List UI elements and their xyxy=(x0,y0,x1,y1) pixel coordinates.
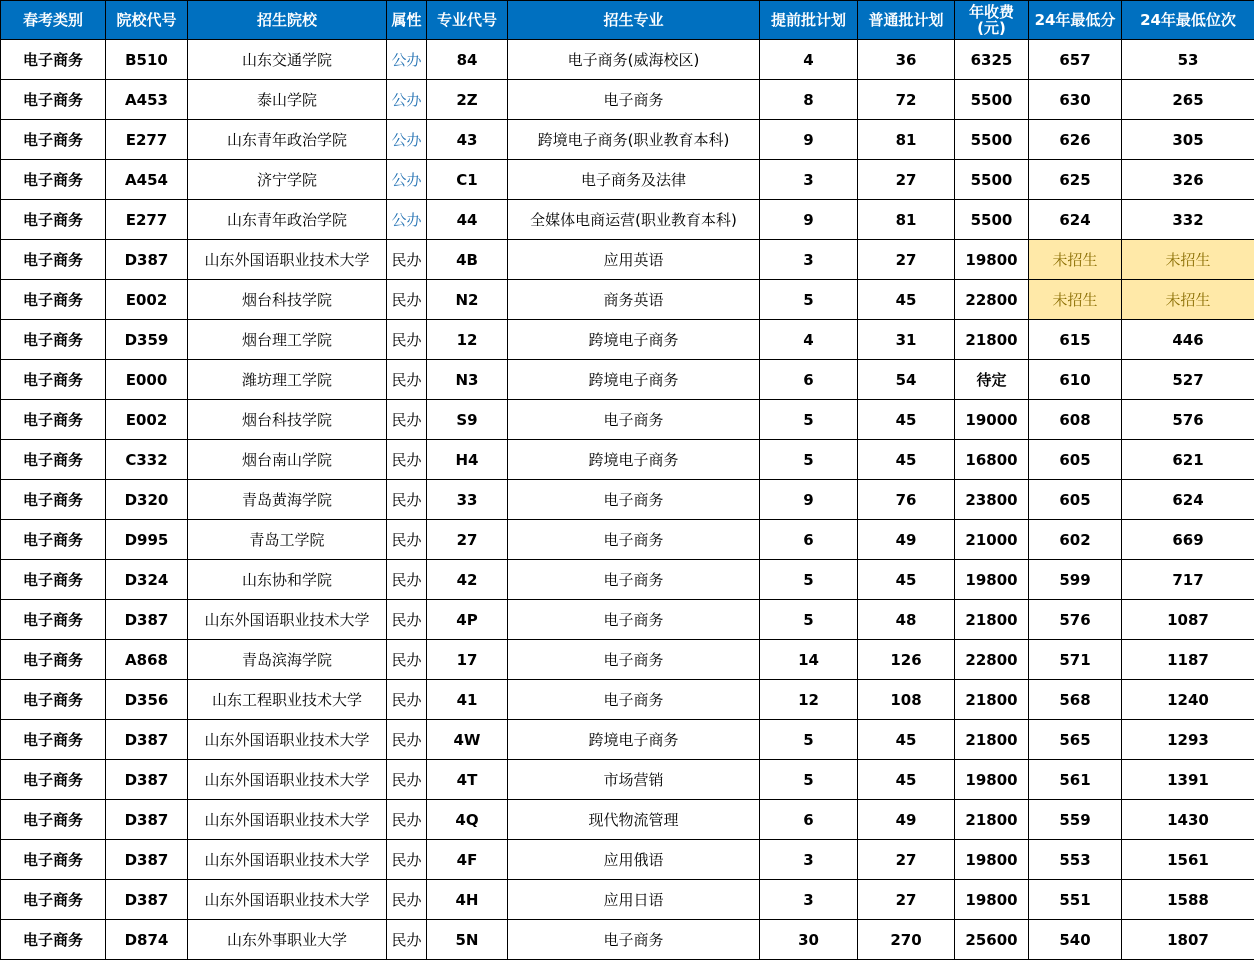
table-row xyxy=(1,320,1254,360)
cell-school-name: 烟台科技学院 xyxy=(188,400,387,440)
cell-early-plan: 4 xyxy=(760,40,858,80)
cell-major-code: 4F xyxy=(427,840,508,880)
cell-min-rank-2024: 1240 xyxy=(1122,680,1254,720)
cell-early-plan: 5 xyxy=(760,280,858,320)
cell-early-plan: 3 xyxy=(760,880,858,920)
cell-annual-fee: 21800 xyxy=(955,720,1029,760)
cell-major-code: 4Q xyxy=(427,800,508,840)
cell-ownership: 民办 xyxy=(387,280,427,320)
cell-regular-plan: 27 xyxy=(858,160,955,200)
cell-ownership: 公办 xyxy=(387,200,427,240)
cell-major-code: 4B xyxy=(427,240,508,280)
cell-early-plan: 14 xyxy=(760,640,858,680)
cell-min-score-2024: 610 xyxy=(1029,360,1122,400)
cell-min-score-2024: 599 xyxy=(1029,560,1122,600)
cell-regular-plan: 45 xyxy=(858,400,955,440)
cell-min-rank-2024: 1391 xyxy=(1122,760,1254,800)
cell-min-score-2024: 559 xyxy=(1029,800,1122,840)
cell-min-rank-2024: 1430 xyxy=(1122,800,1254,840)
cell-min-score-2024: 625 xyxy=(1029,160,1122,200)
table-row xyxy=(1,200,1254,240)
cell-early-plan: 3 xyxy=(760,840,858,880)
cell-min-score-2024: 551 xyxy=(1029,880,1122,920)
header-major-code: 专业代号 xyxy=(427,1,508,40)
cell-early-plan: 12 xyxy=(760,680,858,720)
cell-ownership: 民办 xyxy=(387,880,427,920)
cell-early-plan: 9 xyxy=(760,120,858,160)
cell-annual-fee: 5500 xyxy=(955,80,1029,120)
cell-min-score-2024: 576 xyxy=(1029,600,1122,640)
cell-category: 电子商务 xyxy=(1,160,106,200)
cell-category: 电子商务 xyxy=(1,240,106,280)
cell-category: 电子商务 xyxy=(1,760,106,800)
cell-school-code: D359 xyxy=(106,320,188,360)
cell-min-rank-2024: 305 xyxy=(1122,120,1254,160)
cell-school-name: 山东协和学院 xyxy=(188,560,387,600)
cell-school-name: 山东外国语职业技术大学 xyxy=(188,840,387,880)
cell-category: 电子商务 xyxy=(1,920,106,960)
header-school-code: 院校代号 xyxy=(106,1,188,40)
cell-regular-plan: 45 xyxy=(858,560,955,600)
cell-major-name: 电子商务(威海校区) xyxy=(508,40,760,80)
cell-major-code: 4W xyxy=(427,720,508,760)
cell-min-rank-2024: 332 xyxy=(1122,200,1254,240)
table-header xyxy=(1,1,1254,40)
cell-category: 电子商务 xyxy=(1,400,106,440)
cell-school-code: D387 xyxy=(106,840,188,880)
cell-category: 电子商务 xyxy=(1,880,106,920)
cell-school-name: 山东外国语职业技术大学 xyxy=(188,240,387,280)
cell-category: 电子商务 xyxy=(1,440,106,480)
cell-school-name: 山东外国语职业技术大学 xyxy=(188,800,387,840)
cell-major-name: 电子商务 xyxy=(508,520,760,560)
cell-min-score-2024: 657 xyxy=(1029,40,1122,80)
cell-school-name: 潍坊理工学院 xyxy=(188,360,387,400)
table-row xyxy=(1,160,1254,200)
cell-annual-fee: 19800 xyxy=(955,560,1029,600)
cell-school-code: D874 xyxy=(106,920,188,960)
cell-category: 电子商务 xyxy=(1,200,106,240)
cell-min-rank-2024: 326 xyxy=(1122,160,1254,200)
cell-major-code: 4P xyxy=(427,600,508,640)
cell-major-code: 42 xyxy=(427,560,508,600)
cell-school-code: D387 xyxy=(106,240,188,280)
cell-ownership: 民办 xyxy=(387,600,427,640)
cell-school-code: E000 xyxy=(106,360,188,400)
cell-early-plan: 4 xyxy=(760,320,858,360)
header-early-plan: 提前批计划 xyxy=(760,1,858,40)
cell-category: 电子商务 xyxy=(1,120,106,160)
cell-annual-fee: 16800 xyxy=(955,440,1029,480)
cell-category: 电子商务 xyxy=(1,360,106,400)
cell-school-name: 烟台理工学院 xyxy=(188,320,387,360)
cell-major-name: 跨境电子商务 xyxy=(508,720,760,760)
cell-min-rank-2024: 527 xyxy=(1122,360,1254,400)
cell-school-code: D995 xyxy=(106,520,188,560)
cell-early-plan: 5 xyxy=(760,600,858,640)
cell-ownership: 民办 xyxy=(387,920,427,960)
cell-regular-plan: 36 xyxy=(858,40,955,80)
cell-min-rank-2024: 1807 xyxy=(1122,920,1254,960)
cell-early-plan: 3 xyxy=(760,160,858,200)
cell-min-rank-2024: 未招生 xyxy=(1122,240,1254,280)
cell-major-code: 4T xyxy=(427,760,508,800)
cell-major-code: N2 xyxy=(427,280,508,320)
cell-early-plan: 5 xyxy=(760,560,858,600)
cell-regular-plan: 126 xyxy=(858,640,955,680)
cell-min-rank-2024: 1588 xyxy=(1122,880,1254,920)
cell-category: 电子商务 xyxy=(1,800,106,840)
cell-ownership: 民办 xyxy=(387,360,427,400)
cell-major-code: 27 xyxy=(427,520,508,560)
cell-school-code: C332 xyxy=(106,440,188,480)
cell-early-plan: 6 xyxy=(760,360,858,400)
cell-major-name: 跨境电子商务 xyxy=(508,440,760,480)
cell-regular-plan: 81 xyxy=(858,200,955,240)
cell-major-code: 43 xyxy=(427,120,508,160)
cell-min-score-2024: 605 xyxy=(1029,440,1122,480)
cell-annual-fee: 21800 xyxy=(955,600,1029,640)
table-row xyxy=(1,40,1254,80)
cell-min-rank-2024: 576 xyxy=(1122,400,1254,440)
cell-school-name: 山东外国语职业技术大学 xyxy=(188,880,387,920)
cell-ownership: 民办 xyxy=(387,760,427,800)
cell-min-score-2024: 630 xyxy=(1029,80,1122,120)
cell-major-name: 跨境电子商务(职业教育本科) xyxy=(508,120,760,160)
cell-early-plan: 30 xyxy=(760,920,858,960)
cell-min-rank-2024: 53 xyxy=(1122,40,1254,80)
cell-school-code: E277 xyxy=(106,120,188,160)
cell-ownership: 民办 xyxy=(387,480,427,520)
cell-ownership: 民办 xyxy=(387,320,427,360)
cell-regular-plan: 76 xyxy=(858,480,955,520)
cell-early-plan: 8 xyxy=(760,80,858,120)
cell-min-score-2024: 624 xyxy=(1029,200,1122,240)
cell-category: 电子商务 xyxy=(1,640,106,680)
cell-annual-fee: 19800 xyxy=(955,760,1029,800)
cell-major-code: 2Z xyxy=(427,80,508,120)
cell-category: 电子商务 xyxy=(1,840,106,880)
cell-min-rank-2024: 1187 xyxy=(1122,640,1254,680)
cell-school-name: 山东交通学院 xyxy=(188,40,387,80)
cell-school-code: D387 xyxy=(106,800,188,840)
cell-school-code: A454 xyxy=(106,160,188,200)
cell-school-code: D320 xyxy=(106,480,188,520)
cell-annual-fee: 21000 xyxy=(955,520,1029,560)
cell-ownership: 民办 xyxy=(387,440,427,480)
cell-major-code: 5N xyxy=(427,920,508,960)
cell-major-code: 84 xyxy=(427,40,508,80)
table-row xyxy=(1,360,1254,400)
cell-early-plan: 9 xyxy=(760,200,858,240)
cell-min-score-2024: 568 xyxy=(1029,680,1122,720)
cell-major-code: H4 xyxy=(427,440,508,480)
cell-major-code: 4H xyxy=(427,880,508,920)
cell-regular-plan: 270 xyxy=(858,920,955,960)
cell-major-code: 33 xyxy=(427,480,508,520)
cell-early-plan: 5 xyxy=(760,400,858,440)
cell-major-name: 跨境电子商务 xyxy=(508,360,760,400)
table-row xyxy=(1,240,1254,280)
cell-school-name: 山东外国语职业技术大学 xyxy=(188,760,387,800)
cell-school-code: D387 xyxy=(106,760,188,800)
cell-category: 电子商务 xyxy=(1,320,106,360)
cell-major-name: 现代物流管理 xyxy=(508,800,760,840)
cell-min-score-2024: 615 xyxy=(1029,320,1122,360)
table-row xyxy=(1,400,1254,440)
cell-school-code: D387 xyxy=(106,880,188,920)
cell-school-code: D356 xyxy=(106,680,188,720)
cell-school-name: 山东外国语职业技术大学 xyxy=(188,600,387,640)
cell-school-name: 烟台科技学院 xyxy=(188,280,387,320)
cell-category: 电子商务 xyxy=(1,720,106,760)
cell-major-code: N3 xyxy=(427,360,508,400)
cell-ownership: 公办 xyxy=(387,40,427,80)
cell-category: 电子商务 xyxy=(1,520,106,560)
cell-regular-plan: 27 xyxy=(858,840,955,880)
cell-annual-fee: 5500 xyxy=(955,160,1029,200)
cell-annual-fee: 5500 xyxy=(955,120,1029,160)
cell-early-plan: 6 xyxy=(760,520,858,560)
cell-major-code: C1 xyxy=(427,160,508,200)
cell-ownership: 民办 xyxy=(387,560,427,600)
cell-min-rank-2024: 717 xyxy=(1122,560,1254,600)
cell-ownership: 民办 xyxy=(387,400,427,440)
cell-annual-fee: 待定 xyxy=(955,360,1029,400)
cell-school-code: B510 xyxy=(106,40,188,80)
cell-school-code: D387 xyxy=(106,720,188,760)
cell-school-name: 山东工程职业技术大学 xyxy=(188,680,387,720)
cell-category: 电子商务 xyxy=(1,600,106,640)
cell-regular-plan: 27 xyxy=(858,240,955,280)
cell-major-name: 应用英语 xyxy=(508,240,760,280)
cell-major-code: 44 xyxy=(427,200,508,240)
cell-regular-plan: 45 xyxy=(858,760,955,800)
cell-category: 电子商务 xyxy=(1,40,106,80)
cell-regular-plan: 108 xyxy=(858,680,955,720)
cell-min-rank-2024: 未招生 xyxy=(1122,280,1254,320)
cell-annual-fee: 6325 xyxy=(955,40,1029,80)
table-row xyxy=(1,280,1254,320)
cell-major-name: 电子商务及法律 xyxy=(508,160,760,200)
cell-min-score-2024: 553 xyxy=(1029,840,1122,880)
cell-school-name: 山东青年政治学院 xyxy=(188,200,387,240)
cell-min-rank-2024: 265 xyxy=(1122,80,1254,120)
cell-ownership: 民办 xyxy=(387,840,427,880)
cell-major-code: S9 xyxy=(427,400,508,440)
cell-ownership: 公办 xyxy=(387,80,427,120)
cell-annual-fee: 21800 xyxy=(955,320,1029,360)
cell-min-score-2024: 未招生 xyxy=(1029,280,1122,320)
cell-min-score-2024: 602 xyxy=(1029,520,1122,560)
cell-major-name: 商务英语 xyxy=(508,280,760,320)
table-row xyxy=(1,840,1254,880)
cell-min-score-2024: 540 xyxy=(1029,920,1122,960)
cell-major-name: 电子商务 xyxy=(508,560,760,600)
cell-regular-plan: 27 xyxy=(858,880,955,920)
cell-min-score-2024: 626 xyxy=(1029,120,1122,160)
cell-annual-fee: 19800 xyxy=(955,880,1029,920)
cell-school-name: 山东青年政治学院 xyxy=(188,120,387,160)
cell-major-name: 电子商务 xyxy=(508,480,760,520)
cell-ownership: 民办 xyxy=(387,680,427,720)
header-major-name: 招生专业 xyxy=(508,1,760,40)
table-row xyxy=(1,120,1254,160)
table-row xyxy=(1,520,1254,560)
cell-early-plan: 5 xyxy=(760,720,858,760)
cell-major-code: 17 xyxy=(427,640,508,680)
cell-school-code: D387 xyxy=(106,600,188,640)
cell-ownership: 民办 xyxy=(387,720,427,760)
table-row xyxy=(1,560,1254,600)
cell-major-name: 电子商务 xyxy=(508,680,760,720)
cell-major-name: 应用俄语 xyxy=(508,840,760,880)
cell-school-name: 青岛工学院 xyxy=(188,520,387,560)
table-row xyxy=(1,920,1254,960)
cell-regular-plan: 48 xyxy=(858,600,955,640)
cell-ownership: 民办 xyxy=(387,640,427,680)
cell-school-name: 青岛黄海学院 xyxy=(188,480,387,520)
cell-regular-plan: 31 xyxy=(858,320,955,360)
header-min-score-2024: 24年最低分 xyxy=(1029,1,1122,40)
cell-ownership: 民办 xyxy=(387,520,427,560)
cell-ownership: 民办 xyxy=(387,800,427,840)
table-body xyxy=(1,40,1254,960)
table-row xyxy=(1,480,1254,520)
header-regular-plan: 普通批计划 xyxy=(858,1,955,40)
cell-ownership: 公办 xyxy=(387,160,427,200)
header-row xyxy=(1,1,1254,40)
cell-early-plan: 3 xyxy=(760,240,858,280)
header-ownership: 属性 xyxy=(387,1,427,40)
cell-min-rank-2024: 446 xyxy=(1122,320,1254,360)
cell-regular-plan: 81 xyxy=(858,120,955,160)
cell-ownership: 公办 xyxy=(387,120,427,160)
cell-annual-fee: 23800 xyxy=(955,480,1029,520)
table-row xyxy=(1,800,1254,840)
cell-early-plan: 5 xyxy=(760,760,858,800)
table-row xyxy=(1,880,1254,920)
cell-regular-plan: 45 xyxy=(858,280,955,320)
cell-major-name: 跨境电子商务 xyxy=(508,320,760,360)
cell-school-name: 烟台南山学院 xyxy=(188,440,387,480)
cell-annual-fee: 21800 xyxy=(955,680,1029,720)
cell-min-rank-2024: 669 xyxy=(1122,520,1254,560)
cell-major-code: 41 xyxy=(427,680,508,720)
cell-school-name: 青岛滨海学院 xyxy=(188,640,387,680)
cell-school-name: 山东外事职业大学 xyxy=(188,920,387,960)
cell-school-code: A868 xyxy=(106,640,188,680)
table-row xyxy=(1,440,1254,480)
cell-annual-fee: 22800 xyxy=(955,280,1029,320)
cell-category: 电子商务 xyxy=(1,280,106,320)
cell-major-name: 电子商务 xyxy=(508,920,760,960)
cell-regular-plan: 49 xyxy=(858,800,955,840)
cell-regular-plan: 45 xyxy=(858,440,955,480)
cell-min-rank-2024: 624 xyxy=(1122,480,1254,520)
cell-annual-fee: 22800 xyxy=(955,640,1029,680)
cell-category: 电子商务 xyxy=(1,560,106,600)
table-row xyxy=(1,680,1254,720)
header-school-name: 招生院校 xyxy=(188,1,387,40)
cell-regular-plan: 45 xyxy=(858,720,955,760)
cell-major-name: 市场营销 xyxy=(508,760,760,800)
cell-school-code: E277 xyxy=(106,200,188,240)
cell-major-code: 12 xyxy=(427,320,508,360)
cell-early-plan: 6 xyxy=(760,800,858,840)
table-row xyxy=(1,640,1254,680)
cell-min-rank-2024: 1561 xyxy=(1122,840,1254,880)
cell-school-code: D324 xyxy=(106,560,188,600)
cell-major-name: 电子商务 xyxy=(508,80,760,120)
cell-category: 电子商务 xyxy=(1,680,106,720)
cell-school-name: 泰山学院 xyxy=(188,80,387,120)
table-row xyxy=(1,600,1254,640)
cell-annual-fee: 21800 xyxy=(955,800,1029,840)
cell-min-rank-2024: 1293 xyxy=(1122,720,1254,760)
cell-min-score-2024: 605 xyxy=(1029,480,1122,520)
cell-category: 电子商务 xyxy=(1,80,106,120)
cell-major-name: 应用日语 xyxy=(508,880,760,920)
header-min-rank-2024: 24年最低位次 xyxy=(1122,1,1254,40)
table-row xyxy=(1,720,1254,760)
cell-min-rank-2024: 621 xyxy=(1122,440,1254,480)
cell-min-score-2024: 608 xyxy=(1029,400,1122,440)
cell-min-score-2024: 561 xyxy=(1029,760,1122,800)
table-row xyxy=(1,80,1254,120)
cell-annual-fee: 19800 xyxy=(955,840,1029,880)
cell-min-score-2024: 571 xyxy=(1029,640,1122,680)
cell-school-code: A453 xyxy=(106,80,188,120)
cell-regular-plan: 72 xyxy=(858,80,955,120)
cell-annual-fee: 25600 xyxy=(955,920,1029,960)
cell-annual-fee: 5500 xyxy=(955,200,1029,240)
cell-min-score-2024: 未招生 xyxy=(1029,240,1122,280)
cell-regular-plan: 49 xyxy=(858,520,955,560)
cell-min-rank-2024: 1087 xyxy=(1122,600,1254,640)
cell-school-name: 济宁学院 xyxy=(188,160,387,200)
cell-annual-fee: 19000 xyxy=(955,400,1029,440)
cell-early-plan: 5 xyxy=(760,440,858,480)
cell-category: 电子商务 xyxy=(1,480,106,520)
cell-school-name: 山东外国语职业技术大学 xyxy=(188,720,387,760)
cell-school-code: E002 xyxy=(106,280,188,320)
cell-early-plan: 9 xyxy=(760,480,858,520)
cell-major-name: 电子商务 xyxy=(508,400,760,440)
cell-major-name: 电子商务 xyxy=(508,600,760,640)
header-annual-fee: 年收费 (元) xyxy=(955,1,1029,40)
header-category: 春考类别 xyxy=(1,1,106,40)
table-row xyxy=(1,760,1254,800)
cell-ownership: 民办 xyxy=(387,240,427,280)
cell-major-name: 全媒体电商运营(职业教育本科) xyxy=(508,200,760,240)
cell-annual-fee: 19800 xyxy=(955,240,1029,280)
cell-regular-plan: 54 xyxy=(858,360,955,400)
cell-min-score-2024: 565 xyxy=(1029,720,1122,760)
cell-major-name: 电子商务 xyxy=(508,640,760,680)
cell-school-code: E002 xyxy=(106,400,188,440)
